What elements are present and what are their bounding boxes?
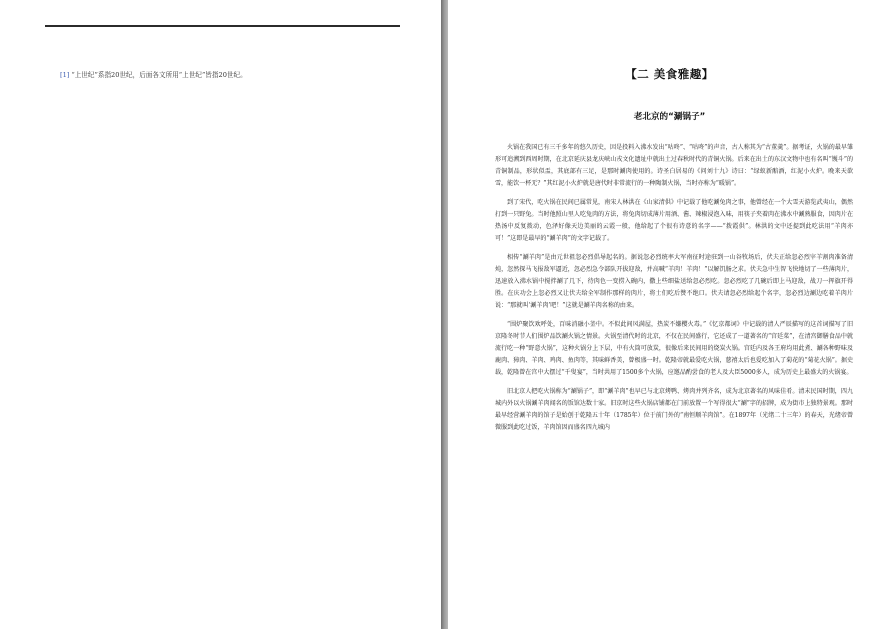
- left-page: [0, 0, 441, 629]
- book-spine-gutter: [441, 0, 448, 629]
- footnote-divider: [45, 25, 400, 27]
- paragraph-1: 火锅在我国已有三千多年的悠久历史，因是投料入沸水发出“咕咚”、“咕咚”的声音，古人称其为“古董羹”。据考证，火锅的最早雏形可追溯到西周时期，在北京延庆县龙庆峡山戎文化遗址中就出土过春秋时代的青铜火锅。后来在出土的东汉文物中也有名叫“镬斗”的青铜制品，形状似盂，其底部有三足，是那时涮肉使用的。诗圣白居易的《问刘十九》诗曰：“绿蚁新醅酒，红泥小火炉。晚来天欲雪，能饮一杯无？”其红泥小火炉就是唐代时非常流行的一种陶制火锅，当时亦称为“暖锅”。: [495, 144, 853, 187]
- footnote-marker[interactable]: [1]: [60, 71, 70, 79]
- paragraph-5: 旧北京人把吃火锅称为“涮锅子”，即“涮羊肉”也早已与北京烤鸭、烤肉并列齐名，成为北京著名的风味佳肴。清末民国时期，四九城内外以火锅涮羊肉闻名的饭馆达数十家。旧京时这些火锅店铺都在门前放置一个写得很大“涮”字的招牌，成为街市上独特景观。那时最早经营涮羊肉的馆子是始创于乾隆五十年（1785年）位于前门外的“南恒顺羊肉馆”。在1897年（光绪二十三年）的春天，光绪帝曾微服到此吃过饭，羊肉馆因而盛名四九城内: [495, 388, 853, 431]
- paragraph-3: 相传“涮羊肉”是由元世祖忽必烈倡导起名的。据说忽必烈统率大军南征时途驻到一山谷牧场后，伏夫正给忽必烈宰羊割肉准备清炖，忽然探马飞报敌军逼近，忽必烈急令部队开拔迎敌，并高喊“羊肉！羊肉！”以解饥肠之求。伏夫急中生智飞快地切了一些薄肉片，迅速放入沸水锅中搅拌涮了几下，待肉色一变捞入碗内，撒上些细盐送给忽必烈吃。忽必烈吃了几碗后即上马迎敌，战刀一挥旗开得胜。在庆功会上忽必烈又让伏夫给全军制作那样的肉片，将士们吃后赞不绝口。伏夫请忽必烈给起个名字，忽必烈边涮边吃着羊肉片说：“那就叫‘涮羊肉’吧！”这就是涮羊肉名称的由来。: [495, 254, 853, 309]
- footnote: [60, 71, 400, 80]
- article-body: [495, 142, 853, 441]
- paragraph-2: 到了宋代，吃火锅在民间已属常见，南宋人林洪在《山家清供》中记载了他吃涮兔肉之事，他曾经在一个大雪天游览武夷山，偶然打到一只野兔。当时他照山里人吃兔肉的方法，将兔肉切成薄片用酒、酱、辣椒浸泡入味，用筷子夹着肉在沸水中涮熟服食，因肉片在热汤中反复拨动，色泽好像天边美丽的云霞一般，他给起了个很有诗意的名字——“拨霞供”。林洪的文中还提到此吃法用“羊肉亦可！”这即是最早的“涮羊肉”的文字记载了。: [495, 199, 853, 242]
- paragraph-4: “围炉聚饮欢呼处，百味消融小釜中。不似此间风满屋，热炭不嫌樱火毒。”《忆京都词》中记载的清人严辰描写的这首词描写了旧京隆冬时节人们围炉品饮涮火锅之情景。火锅至清代时的北京，不仅在民间盛行，它还成了一道著名的“宫廷菜”，在清宫御膳食品中就流行吃一种“野意火锅”，这种火锅分上下层，中有火筒可放炭，很像后来民间用的烧炭火锅。宫廷内及各王府均用此煮、涮各种野味及鹿肉、獐肉、羊肉、鸡肉、鱼肉等，其味鲜香美，曾极盛一时。乾隆帝就最爱吃火锅，慈禧太后也爱吃加入了菊花的“菊花火锅”。据史载，乾隆曾在宫中大摆过“千叟宴”，当时共用了1500多个火锅，应邀品酌尝食的老人及大臣5000多人，成为历史上最盛大的火锅宴。: [495, 321, 853, 376]
- section-title: 老北京的“涮锅子”: [633, 112, 706, 122]
- footnote-text: “上世纪”系指20世纪，后面各文所用“上世纪”皆指20世纪。: [71, 71, 247, 79]
- chapter-title: 【二 美食雅趣】: [625, 67, 714, 81]
- right-page: [448, 0, 891, 629]
